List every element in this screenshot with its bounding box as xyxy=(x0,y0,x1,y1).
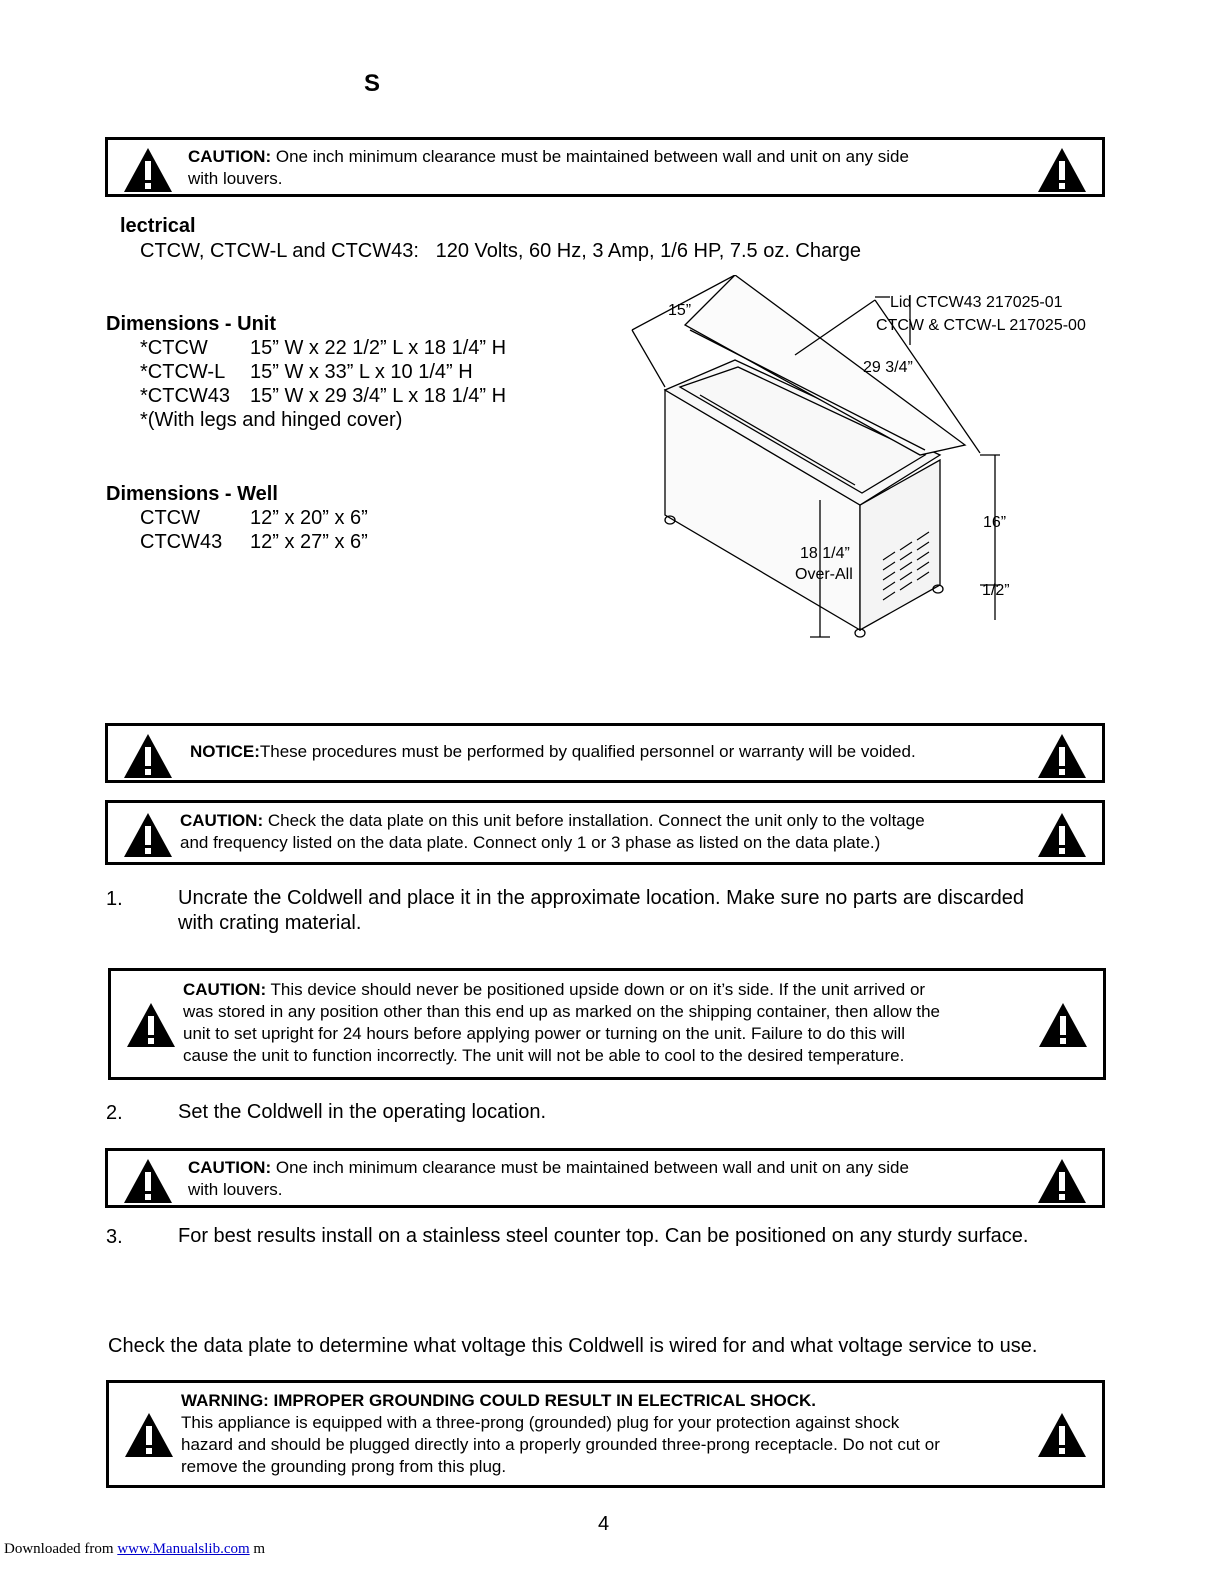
dimension-row xyxy=(140,507,368,530)
warning-icon xyxy=(1036,1157,1088,1205)
warning-icon xyxy=(1036,732,1088,780)
warning-text-line: remove the grounding prong from this plug. xyxy=(181,1457,507,1476)
model-name: CTCW43 xyxy=(140,531,223,553)
diagram-label-lid2: CTCW & CTCW-L 217025-00 xyxy=(876,317,1086,334)
footer-suffix: m xyxy=(249,1541,266,1557)
dimensions-unit-heading: Dimensions - Unit xyxy=(106,313,277,335)
step-number: 3. xyxy=(106,1226,123,1248)
model-name: *CTCW-L xyxy=(140,361,226,383)
dimension-note: *(With legs and hinged cover) xyxy=(140,409,403,431)
step-number: 1. xyxy=(106,888,123,910)
step-text-line: Uncrate the Coldwell and place it in the approximate location. Make sure no parts are discarded xyxy=(178,887,1025,909)
diagram-label-overall: Over-All xyxy=(795,566,853,583)
caution-text-line: One inch minimum clearance must be maintained between wall and unit on any side xyxy=(275,1158,909,1177)
unit-diagram xyxy=(620,275,1110,655)
model-size: 12” x 20” x 6” xyxy=(250,507,368,529)
warning-icon xyxy=(123,1411,175,1459)
caution-label: CAUTION: xyxy=(188,1158,272,1177)
warning-icon xyxy=(122,1157,174,1205)
footer-link[interactable]: www.Manualslib.com xyxy=(117,1541,250,1557)
step-text xyxy=(178,886,1024,936)
electrical-heading: lectrical xyxy=(120,215,196,237)
model-size: 15” W x 22 1/2” L x 18 1/4” H xyxy=(250,337,507,359)
dimensions-well-heading: Dimensions - Well xyxy=(106,483,278,505)
dimension-row xyxy=(140,385,506,408)
caution-text-line: with louvers. xyxy=(188,1180,283,1199)
warning-icon xyxy=(122,732,174,780)
caution-text-line: cause the unit to function incorrectly. The unit will not be able to cool to the desired temperature. xyxy=(183,1046,905,1065)
caution-box-louvers xyxy=(105,137,1105,197)
page-heading-fragment: S xyxy=(364,70,381,97)
caution-box-dataplate xyxy=(105,800,1105,865)
diagram-label-width: 15” xyxy=(668,302,692,319)
caution-box-louvers xyxy=(105,1148,1105,1208)
diagram-label-lid1: Lid CTCW43 217025-01 xyxy=(890,294,1063,311)
caution-text-line: unit to set upright for 24 hours before applying power or turning on the unit. Failure to do this will xyxy=(183,1024,905,1043)
dimension-row xyxy=(140,361,473,384)
warning-icon xyxy=(122,811,174,859)
warning-icon xyxy=(1036,1411,1088,1459)
voltage-instruction: Check the data plate to determine what voltage this Coldwell is wired for and what voltage service to use. xyxy=(108,1335,1038,1357)
dimension-row xyxy=(140,531,368,554)
caution-text-line: was stored in any position other than this end up as marked on the shipping container, then allow the xyxy=(183,1002,940,1021)
step-text: Set the Coldwell in the operating location. xyxy=(178,1101,547,1123)
warning-icon xyxy=(125,1001,177,1049)
page-number: 4 xyxy=(598,1513,610,1535)
dimension-row xyxy=(140,337,506,360)
step-number: 2. xyxy=(106,1102,123,1124)
model-name: CTCW xyxy=(140,507,200,529)
caution-text-line: Check the data plate on this unit before installation. Connect the unit only to the voltage xyxy=(267,811,925,830)
caution-label: CAUTION: xyxy=(180,811,264,830)
diagram-label-leg: 1/2” xyxy=(982,582,1010,599)
notice-text: These procedures must be performed by qualified personnel or warranty will be voided. xyxy=(259,742,916,761)
step-text: For best results install on a stainless steel counter top. Can be positioned on any sturdy surface. xyxy=(178,1225,1029,1247)
caution-label: CAUTION: xyxy=(188,147,272,166)
footer-prefix: Downloaded from xyxy=(4,1541,118,1557)
model-size: 15” W x 29 3/4” L x 18 1/4” H xyxy=(250,385,507,407)
model-size: 15” W x 33” L x 10 1/4” H xyxy=(250,361,473,383)
warning-icon xyxy=(1037,1001,1089,1049)
caution-box-upright xyxy=(108,968,1106,1080)
caution-text-line: This device should never be positioned upside down or on it’s side. If the unit arrived or xyxy=(270,980,926,999)
caution-text-line: and frequency listed on the data plate. Connect only 1 or 3 phase as listed on the data plate.) xyxy=(180,833,881,852)
caution-text-line: One inch minimum clearance must be maintained between wall and unit on any side xyxy=(275,147,909,166)
step-text-line: with crating material. xyxy=(178,912,362,934)
notice-label: NOTICE: xyxy=(190,742,260,761)
notice-box xyxy=(105,723,1105,783)
electrical-spec: CTCW, CTCW-L and CTCW43: 120 Volts, 60 Hz, 3 Amp, 1/6 HP, 7.5 oz. Charge xyxy=(140,240,862,262)
model-name: *CTCW43 xyxy=(140,385,231,407)
model-name: *CTCW xyxy=(140,337,208,359)
caution-label: CAUTION: xyxy=(183,980,267,999)
warning-icon xyxy=(1036,146,1088,194)
download-footer xyxy=(4,1541,265,1558)
caution-text-line: with louvers. xyxy=(188,169,283,188)
warning-icon xyxy=(1036,811,1088,859)
warning-text-line: This appliance is equipped with a three-prong (grounded) plug for your protection against shock xyxy=(181,1413,900,1432)
diagram-label-length: 29 3/4” xyxy=(863,359,913,376)
diagram-label-body-height: 16” xyxy=(983,514,1007,531)
warning-icon xyxy=(122,146,174,194)
model-size: 12” x 27” x 6” xyxy=(250,531,368,553)
diagram-label-overall: 18 1/4” xyxy=(800,545,850,562)
warning-text-line: hazard and should be plugged directly into a properly grounded three-prong receptacle. Do not cut or xyxy=(181,1435,940,1454)
warning-box-grounding xyxy=(106,1380,1105,1488)
warning-label: WARNING: IMPROPER GROUNDING COULD RESULT IN ELECTRICAL SHOCK. xyxy=(181,1391,816,1410)
